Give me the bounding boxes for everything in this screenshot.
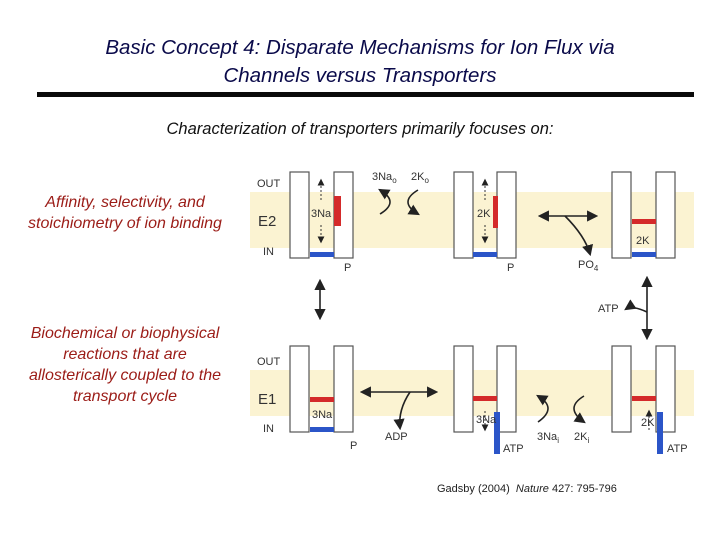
- citation-ref: 427: 795-796: [551, 483, 617, 495]
- outer-gate: [310, 397, 334, 402]
- phosphate-label: P: [350, 440, 358, 452]
- na-bound-label: 3Na: [311, 208, 332, 220]
- svg-text:3Nai: $3Na_i$: [537, 431, 559, 445]
- k-bound-label: 2K: [641, 417, 655, 429]
- e2-state-label: E2: [258, 213, 277, 230]
- inner-gate: [310, 252, 334, 257]
- title-line-2: Channels versus Transporters: [223, 64, 497, 87]
- e1-state-label: E1: [258, 391, 277, 408]
- na-gate: [334, 196, 341, 226]
- title-line-1: Basic Concept 4: Disparate Mechanisms for Ion Flux via: [105, 36, 615, 59]
- atp-label-top: ATP: [598, 303, 619, 315]
- adp-label: ADP: [385, 431, 408, 443]
- k-gate: [493, 196, 498, 228]
- k-bound-label: 2K: [477, 208, 491, 220]
- svg-text:2Ko: $2K_o$: [411, 171, 429, 185]
- inner-gate: [657, 412, 663, 454]
- out-label-top: OUT: [257, 178, 281, 190]
- note-affinity: Affinity, selectivity, and stoichiometry of ion binding: [28, 194, 222, 232]
- svg-text:2Ki: $2K_i$: [574, 431, 590, 445]
- outer-gate: [473, 396, 497, 401]
- inner-gate: [632, 252, 656, 257]
- citation-authors: Gadsby (2004): [437, 483, 510, 495]
- in-label-top: IN: [263, 246, 274, 258]
- inner-gate: [310, 427, 334, 432]
- note-reactions: Biochemical or biophysical reactions that are allosterically coupled to the transport cycle: [28, 325, 222, 405]
- subtitle: Characterization of transporters primarily focuses on:: [166, 120, 554, 138]
- inner-gate: [473, 252, 497, 257]
- phosphate-label: P: [507, 262, 515, 274]
- in-label-bottom: IN: [263, 423, 274, 435]
- out-label-bottom: OUT: [257, 356, 281, 368]
- phosphate-label: P: [344, 262, 352, 274]
- outer-gate: [632, 219, 656, 224]
- atp-label: ATP: [503, 443, 524, 455]
- k-bound-label: 2K: [636, 235, 650, 247]
- outer-gate: [632, 396, 656, 401]
- atp-label: ATP: [667, 443, 688, 455]
- pump-e1-na-bound: [290, 346, 357, 452]
- na-bound-label: 3Na: [312, 409, 333, 421]
- citation-journal: Nature: [515, 483, 549, 495]
- po4-label: $PO_4$: [578, 259, 599, 273]
- svg-text:3Nao: $3Na_o$: [372, 171, 397, 185]
- pump-e1-atp-bound: [454, 346, 524, 455]
- na-bound-label: 3Na: [476, 414, 497, 426]
